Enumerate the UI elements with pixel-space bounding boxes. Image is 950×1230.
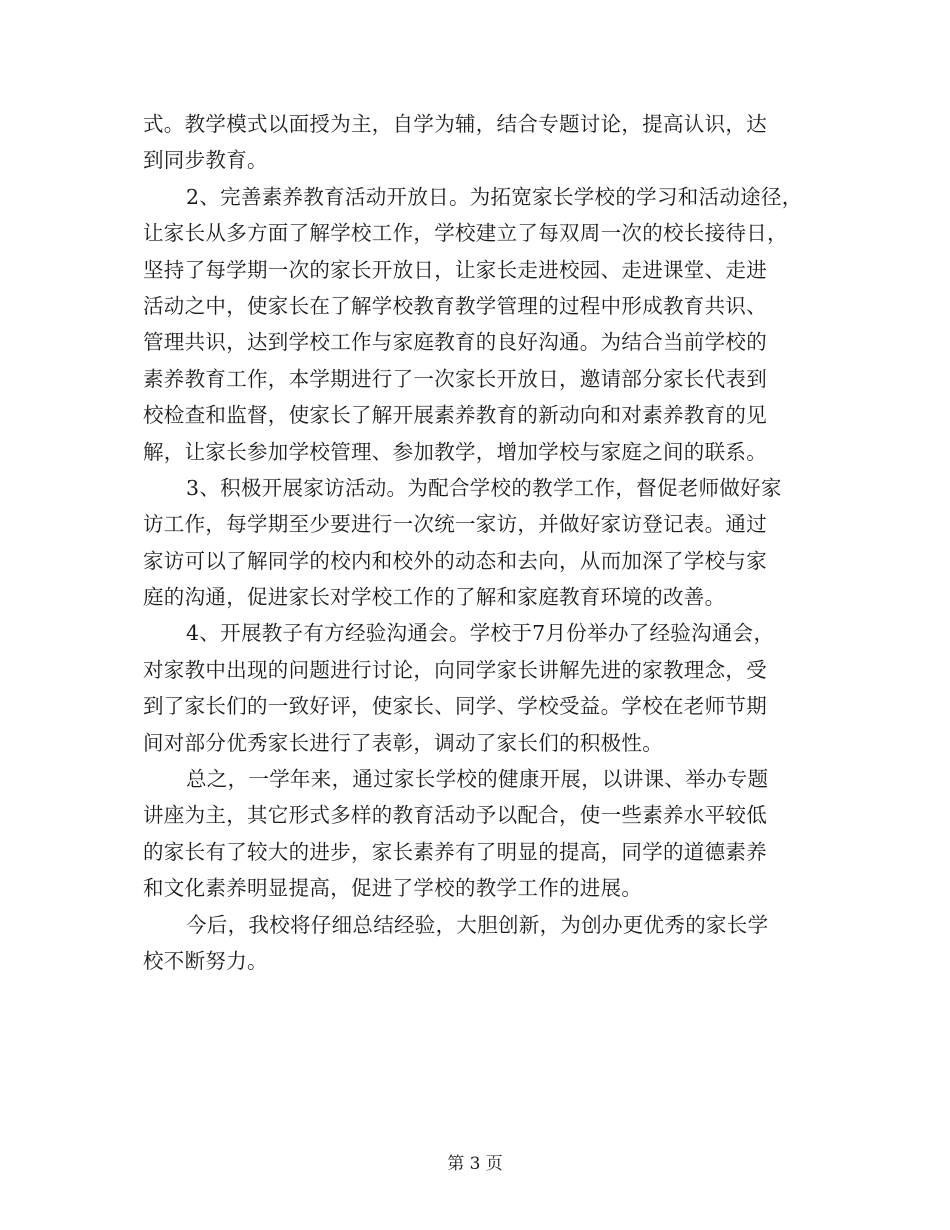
body-text — [143, 106, 823, 979]
text-line: 到了家长们的一致好评，使家长、同学、学校受益。学校在老师节期 — [143, 694, 767, 719]
text-line: 式。教学模式以面授为主，自学为辅，结合专题讨论，提高认识，达 — [143, 112, 767, 136]
text-line: 对家教中出现的问题进行讨论，向同学家长讲解先进的家教理念，受 — [143, 657, 767, 682]
text-line: 家访可以了解同学的校内和校外的动态和去向，从而加深了学校与家 — [143, 548, 767, 573]
text-line: 坚持了每学期一次的家长开放日，让家长走进校园、走进课堂、走进 — [143, 257, 767, 282]
paragraph-first-line: 3、积极开展家访活动。为配合学校的教学工作，督促老师做好家 — [186, 475, 782, 500]
text-line: 管理共识，达到学校工作与家庭教育的良好沟通。为结合当前学校的 — [143, 330, 767, 355]
paragraph-first-line: 4、开展教子有方经验沟通会。学校于7月份举办了经验沟通会， — [186, 621, 775, 646]
paragraph-first-line: 2、完善素养教育活动开放日。为拓宽家长学校的学习和活动途径， — [186, 184, 803, 209]
text-line: 访工作，每学期至少要进行一次统一家访，并做好家访登记表。通过 — [143, 512, 767, 537]
text-line: 校不断努力。 — [143, 948, 268, 973]
text-line: 间对部分优秀家长进行了表彰，调动了家长们的积极性。 — [143, 730, 663, 755]
text-line: 庭的沟通，促进家长对学校工作的了解和家庭教育环境的改善。 — [143, 585, 726, 610]
paragraph-first-line: 总之，一学年来，通过家长学校的健康开展，以讲课、举办专题 — [186, 767, 769, 792]
text-line: 活动之中，使家长在了解学校教育教学管理的过程中形成教育共识、 — [143, 293, 767, 318]
text-line: 和文化素养明显提高，促进了学校的教学工作的进展。 — [143, 876, 643, 901]
text-line: 校检查和监督，使家长了解开展素养教育的新动向和对素养教育的见 — [143, 403, 767, 428]
text-line: 解，让家长参加学校管理、参加教学，增加学校与家庭之间的联系。 — [143, 439, 767, 464]
text-line: 让家长从多方面了解学校工作，学校建立了每双周一次的校长接待日， — [143, 221, 788, 246]
paragraph-first-line: 今后，我校将仔细总结经验，大胆创新，为创办更优秀的家长学 — [186, 912, 769, 937]
text-line: 素养教育工作，本学期进行了一次家长开放日，邀请部分家长代表到 — [143, 366, 767, 391]
text-line: 讲座为主，其它形式多样的教育活动予以配合，使一些素养水平较低 — [143, 803, 767, 828]
text-line: 到同步教育。 — [143, 148, 268, 173]
text-line: 的家长有了较大的进步，家长素养有了明显的提高，同学的道德素养 — [143, 839, 767, 864]
page-number: 第 3 页 — [447, 1154, 503, 1174]
